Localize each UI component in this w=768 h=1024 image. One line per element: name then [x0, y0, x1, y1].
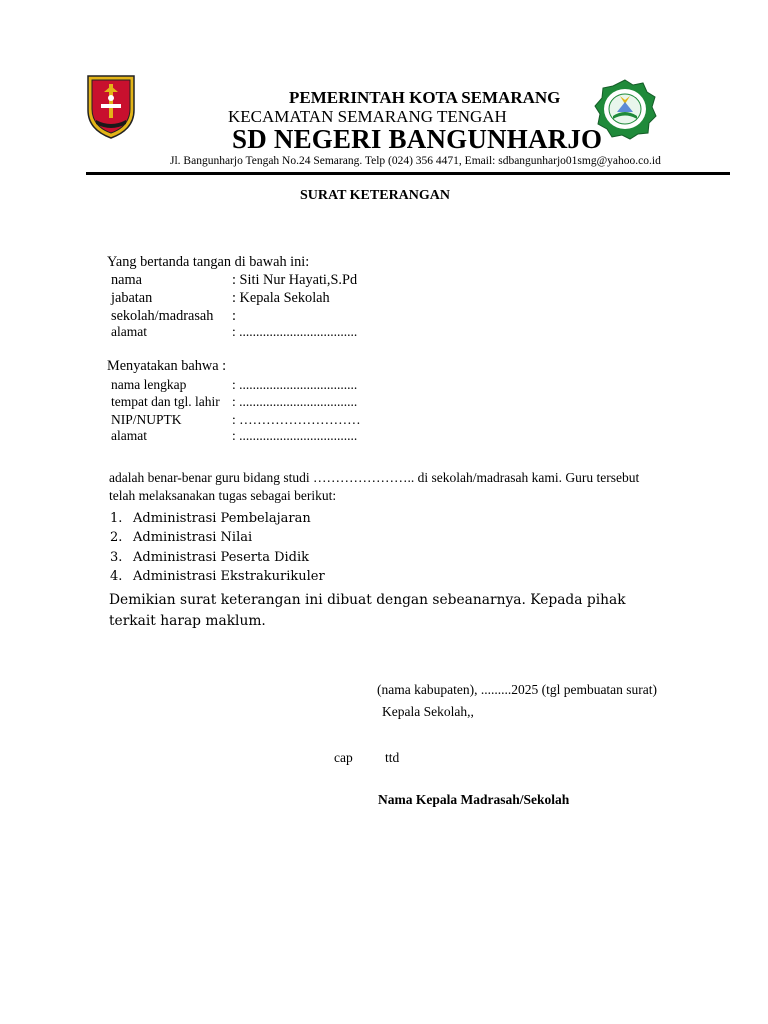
duty-item: Administrasi Pembelajaran: [133, 511, 311, 526]
subject-label-nip: NIP/NUPTK: [111, 412, 182, 427]
subject-label-ttl: tempat dan tgl. lahir: [111, 394, 220, 409]
document-title: SURAT KETERANGAN: [300, 188, 451, 203]
signer-label-sekolah: sekolah/madrasah: [111, 308, 214, 324]
subject-label-alamat: alamat: [111, 428, 147, 443]
school-name: SD NEGERI BANGUNHARJO: [232, 124, 603, 154]
duty-item: Administrasi Nilai: [133, 530, 253, 545]
school-seal-logo: [593, 78, 657, 140]
duty-number: 2.: [110, 530, 123, 545]
signer-value-alamat: : ...................................: [232, 324, 358, 339]
signer-value-jabatan: : Kepala Sekolah: [232, 290, 330, 306]
duty-number: 4.: [110, 569, 123, 584]
closing-paragraph: Demikian surat keterangan ini dibuat dengan sebeanarnya. Kepada pihak terkait harap maklum.: [109, 592, 626, 629]
signer-value-nama: : Siti Nur Hayati,S.Pd: [232, 272, 358, 288]
signer-name: Nama Kepala Madrasah/Sekolah: [378, 792, 570, 807]
signature-placeholder: ttd: [385, 750, 400, 765]
place-date: (nama kabupaten), .........2025 (tgl pembuatan surat): [377, 682, 658, 697]
subject-value-ttl: : ...................................: [232, 394, 358, 409]
signer-value-sekolah: :: [232, 308, 236, 324]
duty-item: Administrasi Ekstrakurikuler: [133, 569, 325, 584]
signer-label-alamat: alamat: [111, 324, 147, 339]
subject-value-nip: : ………………………: [232, 412, 361, 427]
statement-line1: adalah benar-benar guru bidang studi ………………….. di sekolah/madrasah kami. Guru tersebut: [109, 470, 640, 485]
duty-number: 3.: [110, 550, 123, 565]
school-address: Jl. Bangunharjo Tengah No.24 Semarang. Telp (024) 356 4471, Email: sdbangunharjo01smg@yahoo.co.id: [170, 155, 661, 167]
signer-label-nama: nama: [111, 272, 142, 288]
header-divider: [86, 172, 730, 175]
signer-label-jabatan: jabatan: [111, 290, 153, 306]
subject-value-alamat: : ...................................: [232, 428, 358, 443]
subject-value-nama: : ...................................: [232, 377, 358, 392]
signer-position: Kepala Sekolah,,: [382, 704, 474, 719]
stamp-placeholder: cap: [334, 750, 353, 765]
subject-label-nama: nama lengkap: [111, 377, 187, 392]
header-line2: KECAMATAN SEMARANG TENGAH: [228, 107, 507, 126]
city-shield-logo: [86, 74, 136, 140]
signer-intro: Yang bertanda tangan di bawah ini:: [107, 254, 310, 270]
duty-item: Administrasi Peserta Didik: [133, 550, 310, 565]
subject-intro: Menyatakan bahwa :: [107, 358, 227, 374]
statement-line2: telah melaksanakan tugas sebagai berikut:: [109, 488, 337, 503]
duty-number: 1.: [110, 511, 123, 526]
